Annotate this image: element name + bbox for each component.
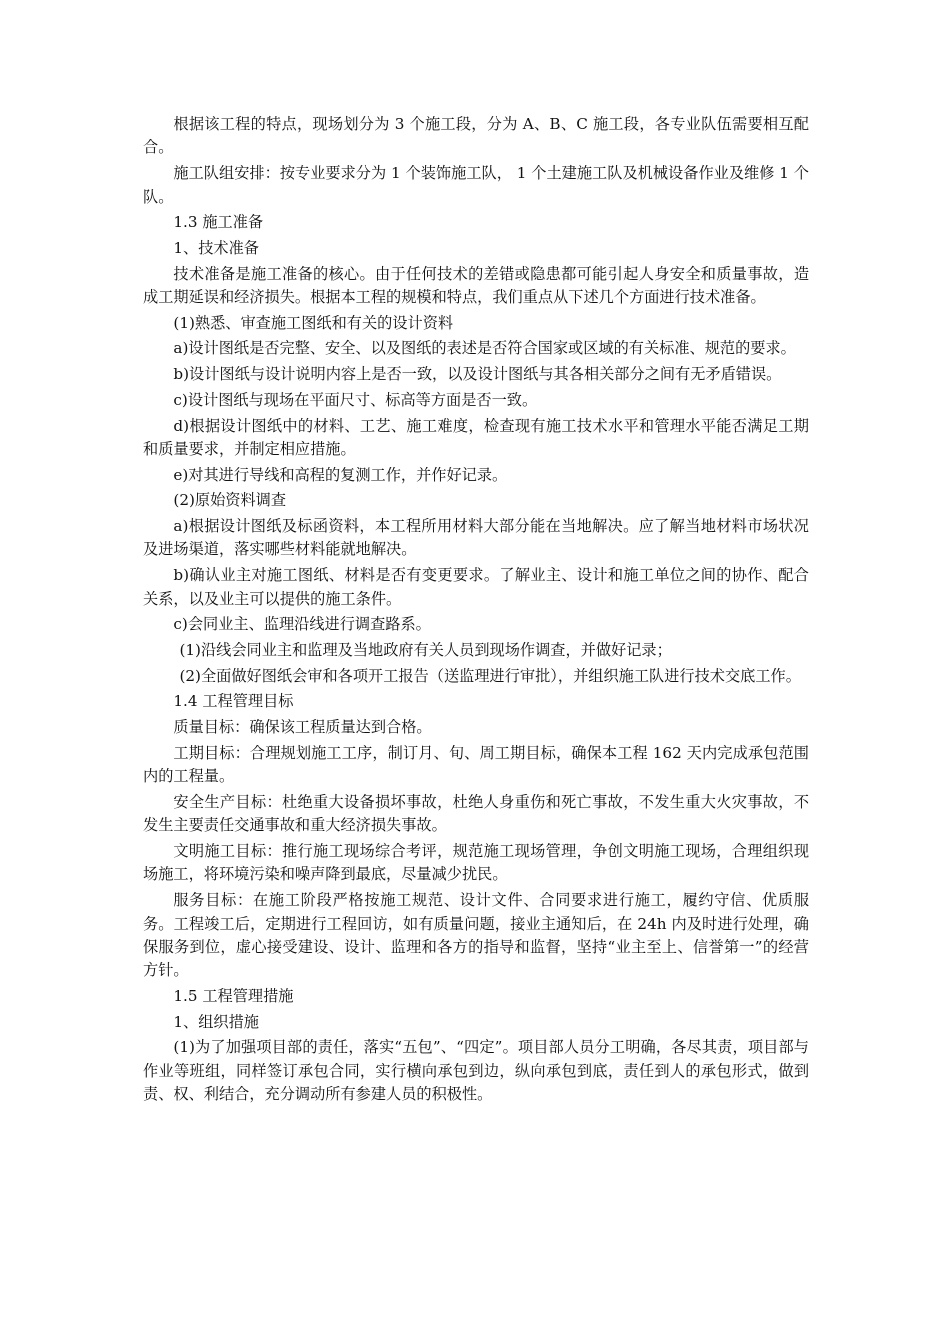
item-1-site-investigation: (1)沿线会同业主和监理及当地政府有关人员到现场作调查，并做好记录； [179,640,672,659]
goal-civilized-construction: 文明施工目标：推行施工现场综合考评，规范施工现场管理，争创文明施工现场，合理组织现场施工，将环境污染和噪声降到最底，尽量减少扰民。 [143,842,809,884]
item-c-site-match: c)设计图纸与现场在平面尺寸、标高等方面是否一致。 [173,390,538,409]
item-2-drawing-review: (2)全面做好图纸会审和各项开工报告（送监理进行审批），并组织施工队进行技术交底工作。 [179,666,801,685]
section-heading-1-5: 1.5 工程管理措施 [173,987,294,1006]
document-page [143,113,809,1109]
item-responsibility: (1)为了加强项目部的责任，落实“五包”、“四定”。项目部人员分工明确，各尽其责，项目部与作业等班组，同样签订承包合同，实行横向承包到边，纵向承包到底，责任到人的承包形式，做到责、权、利结合，充分调动所有参建人员的积极性。 [143,1038,809,1104]
paragraph-technical-prep-intro: 技术准备是施工准备的核心。由于任何技术的差错或隐患都可能引起人身安全和质量事故，造成工期延误和经济损失。根据本工程的规模和特点，我们重点从下述几个方面进行技术准备。 [143,264,809,307]
item-b-owner-changes: b)确认业主对施工图纸、材料是否有变更要求。了解业主、设计和施工单位之间的协作、配合关系，以及业主可以提供的施工条件。 [143,566,809,608]
section-heading-1-3: 1.3 施工准备 [173,213,264,232]
item-b-consistency: b)设计图纸与设计说明内容上是否一致，以及设计图纸与其各相关部分之间有无矛盾错误。 [173,365,782,384]
goal-service: 服务目标：在施工阶段严格按施工规范、设计文件、合同要求进行施工，履约守信、优质服务。工程竣工后，定期进行工程回访，如有质量问题，接业主通知后，在 24h 内及时进行处理，确保服务到位，虚心接受建设、设计、监理和各方的指导和监督，坚持“业主至上、信誉第一”的经营方针。 [143,891,809,980]
goal-schedule: 工期目标：合理规划施工工序，制订月、旬、周工期目标，确保本工程 162 天内完成承包范围内的工程量。 [143,743,809,786]
item-a-completeness: a)设计图纸是否完整、安全、以及图纸的表述是否符合国家或区域的有关标准、规范的要求。 [173,339,796,358]
goal-safety: 安全生产目标：杜绝重大设备损坏事故，杜绝人身重伤和死亡事故，不发生重大火灾事故，不发生主要责任交通事故和重大经济损失事故。 [143,792,809,835]
item-e-survey: e)对其进行导线和高程的复测工作，并作好记录。 [173,465,508,484]
subheading-organization-measures: 1、组织措施 [173,1012,259,1031]
paragraph-team-arrangement: 施工队组安排：按专业要求分为 1 个装饰施工队， 1 个土建施工队及机械设备作业及维修 1 个队。 [143,164,809,206]
item-d-capability: d)根据设计图纸中的材料、工艺、施工难度，检查现有施工技术水平和管理水平能否满足工期和质量要求，并制定相应措施。 [143,416,809,458]
subheading-technical-prep: 1、技术准备 [173,238,259,257]
section-heading-1-4: 1.4 工程管理目标 [173,692,294,711]
item-a-materials: a)根据设计图纸及标函资料，本工程所用材料大部分能在当地解决。应了解当地材料市场状况及进场渠道，落实哪些材料能就地解决。 [143,517,809,559]
paragraph-site-division: 根据该工程的特点，现场划分为 3 个施工段，分为 A、B、C 施工段，各专业队伍需要相互配合。 [143,115,809,157]
goal-quality: 质量目标：确保该工程质量达到合格。 [173,718,432,737]
item-c-joint-survey: c)会同业主、监理沿线进行调查路系。 [173,615,431,634]
item-review-drawings: (1)熟悉、审查施工图纸和有关的设计资料 [173,313,454,332]
item-original-data: (2)原始资料调查 [173,491,287,510]
